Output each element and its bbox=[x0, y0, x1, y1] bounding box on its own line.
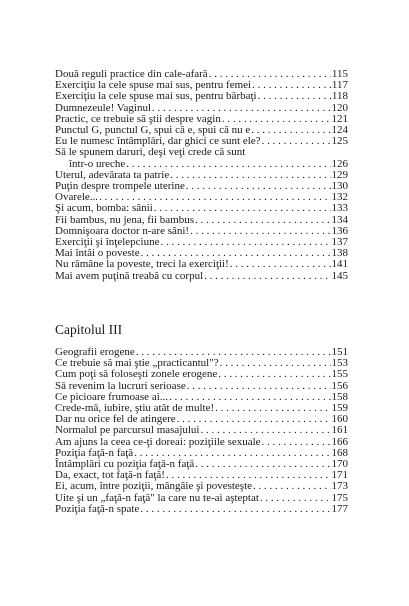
toc-entry-title: Crede-mă, iubire, ştiu atât de multe! bbox=[55, 402, 215, 415]
toc-entry-page: 124 bbox=[331, 124, 348, 137]
toc-entry-title: Întâmplări cu poziţia faţă-n faţă bbox=[55, 458, 195, 471]
toc-entry-page: 138 bbox=[331, 247, 348, 260]
toc-entry bbox=[55, 259, 348, 270]
dot-leader bbox=[218, 369, 330, 380]
toc-entry-title: Poziţia faţă-n faţă bbox=[55, 446, 134, 459]
dot-leader bbox=[262, 437, 331, 448]
dot-leader bbox=[190, 226, 330, 237]
dot-leader bbox=[230, 259, 331, 270]
toc-entry-title: Ce trebuie să mai ştie „practicantul"? bbox=[55, 357, 219, 370]
toc-entry bbox=[55, 203, 348, 214]
toc-entry-page: 168 bbox=[331, 446, 348, 459]
dot-leader bbox=[186, 181, 331, 192]
toc-entry-page: 125 bbox=[331, 135, 348, 148]
toc-entry-page: 170 bbox=[331, 458, 348, 471]
dot-leader bbox=[262, 136, 331, 147]
dot-leader bbox=[195, 215, 330, 226]
toc-entry-page: 158 bbox=[331, 390, 348, 403]
dot-leader bbox=[258, 91, 331, 102]
toc-entry-page: 137 bbox=[331, 236, 348, 249]
toc-entry-page: 145 bbox=[331, 269, 348, 282]
dot-leader bbox=[195, 459, 330, 470]
toc-entry-page: 160 bbox=[331, 413, 348, 426]
toc-entry-page: 130 bbox=[331, 180, 348, 193]
toc-entry bbox=[55, 181, 348, 192]
toc-entry-title: într-o ureche bbox=[69, 157, 126, 170]
dot-leader bbox=[220, 358, 331, 369]
dot-leader bbox=[215, 403, 330, 414]
toc-entry-title: Mai întâi o poveste bbox=[55, 247, 140, 260]
toc-entry-page: 129 bbox=[331, 168, 348, 181]
toc-entry-page: 121 bbox=[331, 112, 348, 125]
toc-entry-title: Şi acum, bomba: sânii bbox=[55, 202, 153, 215]
toc-entry bbox=[55, 91, 348, 102]
toc-entry-page: 166 bbox=[331, 435, 348, 448]
toc-entry-page: 156 bbox=[331, 379, 348, 392]
dot-leader bbox=[187, 381, 331, 392]
toc-entry-title: Exerciţii şi înţelepciune bbox=[55, 236, 160, 249]
dot-leader bbox=[154, 203, 331, 214]
toc-entry bbox=[55, 481, 348, 492]
toc-entry-title: Dumnezeule! Vaginul bbox=[55, 101, 152, 114]
toc-entry-title: Practic, ce trebuie să ştii despre vagin bbox=[55, 112, 221, 125]
toc-entry-title: Cum poţi să foloseşti zonele erogene bbox=[55, 368, 218, 381]
toc-entry-title: Să le spunem daruri, deşi veţi crede că sunt bbox=[55, 146, 246, 159]
toc-entry-page: 141 bbox=[331, 258, 348, 271]
dot-leader bbox=[204, 271, 330, 282]
toc-entry-title: Nu rămâne la poveste, treci la exerciţii! bbox=[55, 258, 229, 271]
toc-section-a bbox=[55, 69, 348, 282]
toc-entry-title: Ei, acum, între poziţii, mângâie şi povesteşte bbox=[55, 480, 253, 493]
dot-leader bbox=[251, 125, 330, 136]
toc-entry-page: 173 bbox=[331, 480, 348, 493]
toc-entry bbox=[55, 271, 348, 282]
toc-entry bbox=[55, 504, 348, 515]
toc-entry-page: 136 bbox=[331, 224, 348, 237]
toc-entry-title: Ovarele... bbox=[55, 191, 99, 204]
toc-entry-page: 133 bbox=[331, 202, 348, 215]
toc-entry-title: Uite şi un „faţă-n faţă" la care nu te-ai aşteptat bbox=[55, 491, 259, 504]
toc-entry-page: 175 bbox=[331, 491, 348, 504]
toc-entry-title: Punctul G, punctul G, spui că e, spui că nu e bbox=[55, 124, 251, 137]
toc-entry-page: 126 bbox=[331, 157, 348, 170]
toc-entry-page: 115 bbox=[331, 68, 348, 80]
toc-entry bbox=[55, 369, 348, 380]
toc-entry-page: 132 bbox=[331, 191, 348, 204]
chapter-title: Capitolul III bbox=[55, 322, 123, 337]
toc-entry-title: Eu le numesc întâmplări, dar ghici ce sunt ele? bbox=[55, 135, 261, 148]
toc-entry-page: 151 bbox=[331, 346, 348, 358]
toc-entry-title: Domnişoara doctor n-are sâni! bbox=[55, 224, 190, 237]
toc-entry-page: 120 bbox=[331, 101, 348, 114]
toc-entry-page: 155 bbox=[331, 368, 348, 381]
toc-entry bbox=[55, 425, 348, 436]
toc-entry-page: 117 bbox=[331, 79, 348, 92]
toc-entry-title: Am ajuns la ceea ce-ţi doreai: poziţiile sexuale bbox=[55, 435, 261, 448]
toc-entry-title: Puţin despre trompele uterine bbox=[55, 180, 185, 193]
toc-entry-title: Să revenim la lucruri serioase bbox=[55, 379, 186, 392]
toc-entry-title: Uterul, adevărata ta patrie bbox=[55, 168, 170, 181]
toc-entry-title: Exerciţiu la cele spuse mai sus, pentru bărbaţi bbox=[55, 90, 257, 103]
dot-leader bbox=[140, 504, 330, 515]
dot-leader bbox=[253, 481, 330, 492]
toc-entry-title: Poziţia faţă-n spate bbox=[55, 502, 140, 515]
toc-entry-title: Dar nu orice fel de atingere bbox=[55, 413, 176, 426]
toc-entry-title: Geografii erogene bbox=[55, 346, 135, 358]
toc-entry-page: 134 bbox=[331, 213, 348, 226]
toc-entry-page: 153 bbox=[331, 357, 348, 370]
toc-entry-page: 161 bbox=[331, 424, 348, 437]
dot-leader bbox=[201, 425, 331, 436]
dot-leader bbox=[252, 80, 331, 91]
toc-entry-title: Normalul pe parcursul masajului bbox=[55, 424, 200, 437]
toc-entry-page: 177 bbox=[331, 502, 348, 515]
toc-entry-title: Ce picioare frumoase ai... bbox=[55, 390, 169, 403]
toc-entry-title: Fii bambus, nu jena, fii bambus bbox=[55, 213, 195, 226]
dot-leader bbox=[170, 170, 330, 181]
toc-entry-title: Mai avem puţină treabă cu corpul bbox=[55, 269, 204, 282]
toc-entry-title: Da, exact, tot faţă-n faţă! bbox=[55, 469, 165, 482]
dot-leader bbox=[160, 237, 330, 248]
toc-entry-page: 118 bbox=[331, 90, 348, 103]
toc-section-b bbox=[55, 347, 348, 515]
toc-entry-page: 171 bbox=[331, 469, 348, 482]
dot-leader bbox=[260, 493, 331, 504]
toc-entry-title: Exerciţiu la cele spuse mai sus, pentru femei bbox=[55, 79, 252, 92]
toc-entry-title: Două reguli practice din cale-afară bbox=[55, 68, 208, 80]
toc-entry-page: 159 bbox=[331, 402, 348, 415]
dot-leader bbox=[177, 414, 331, 425]
